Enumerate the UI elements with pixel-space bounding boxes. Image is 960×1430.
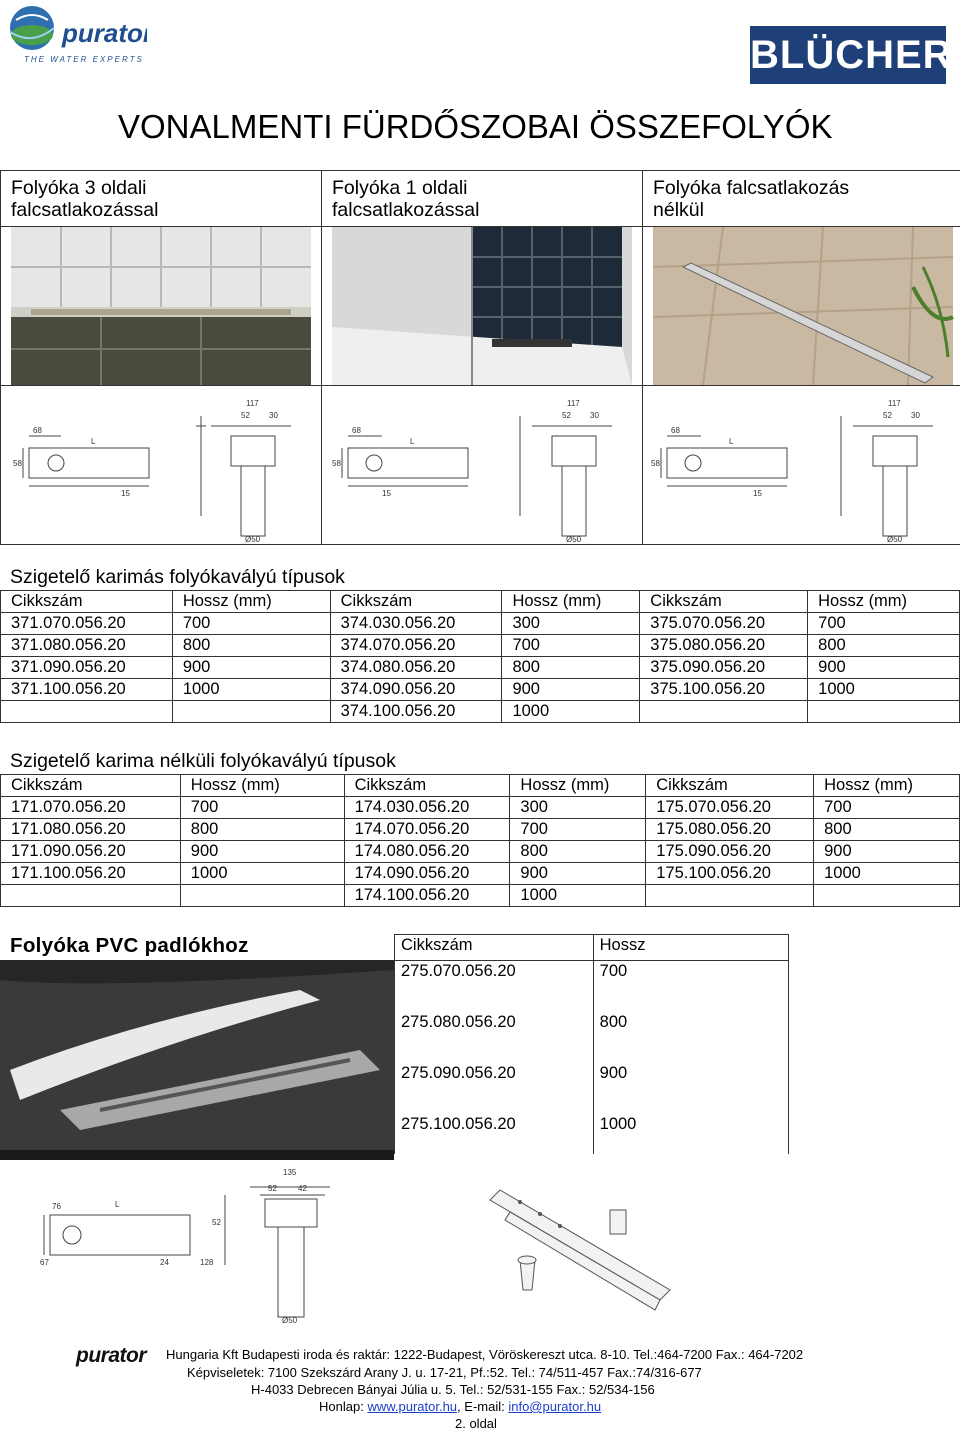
technical-drawing-3-side bbox=[1, 386, 322, 545]
svg-text:68: 68 bbox=[33, 426, 42, 435]
drawing-row bbox=[1, 386, 960, 545]
table-row: 275.090.056.20 900 bbox=[395, 1063, 789, 1114]
table-row: 275.080.056.20 800 bbox=[395, 1012, 789, 1063]
svg-text:58: 58 bbox=[332, 459, 341, 468]
svg-text:67: 67 bbox=[40, 1258, 49, 1267]
table-row: 374.100.056.20 1000 bbox=[1, 701, 960, 723]
photo-3-side bbox=[1, 227, 322, 386]
technical-drawing-1-side bbox=[322, 386, 643, 545]
purator-logo-text: purator bbox=[62, 18, 147, 48]
footer-line-1: Hungaria Kft Budapesti iroda és raktár: 1222-Budapest, Vöröskereszt utca. 8-10. Tel.:464-7200 Fax.: 464-7202 bbox=[166, 1347, 804, 1362]
svg-text:52: 52 bbox=[212, 1218, 221, 1227]
product-image-table bbox=[0, 170, 960, 545]
svg-text:117: 117 bbox=[246, 399, 259, 408]
pvc-table bbox=[394, 934, 789, 1154]
svg-text:30: 30 bbox=[269, 411, 278, 420]
column-header-none: Folyóka falcsatlakozás nélkül bbox=[643, 171, 960, 227]
svg-text:58: 58 bbox=[651, 459, 660, 468]
column-header-1-side: Folyóka 1 oldali falcsatlakozással bbox=[322, 171, 643, 227]
table-row: 275.100.056.20 1000 bbox=[395, 1114, 789, 1154]
svg-text:52: 52 bbox=[562, 411, 571, 420]
svg-text:76: 76 bbox=[52, 1202, 61, 1211]
purator-tagline: THE WATER EXPERTS bbox=[24, 55, 144, 64]
svg-text:Ø50: Ø50 bbox=[282, 1316, 298, 1325]
footer-contact-line: Honlap: www.purator.hu, E-mail: info@purator.hu bbox=[319, 1399, 602, 1414]
homepage-link[interactable]: www.purator.hu bbox=[367, 1399, 458, 1414]
svg-text:58: 58 bbox=[13, 459, 22, 468]
photo-row bbox=[1, 227, 960, 386]
svg-text:128: 128 bbox=[200, 1258, 214, 1267]
svg-text:Ø50: Ø50 bbox=[887, 535, 903, 544]
svg-text:135: 135 bbox=[283, 1168, 297, 1177]
svg-text:15: 15 bbox=[121, 489, 130, 498]
table-row: 371.090.056.20 900 374.080.056.20 800 375.090.056.20 900 bbox=[1, 657, 960, 679]
pvc-technical-drawing bbox=[40, 1165, 340, 1330]
table-row: 371.080.056.20 800 374.070.056.20 700 375.080.056.20 800 bbox=[1, 635, 960, 657]
table-header-row: Cikkszám Hossz (mm) Cikkszám Hossz (mm) Cikkszám Hossz (mm) bbox=[1, 591, 960, 613]
table-row: 171.080.056.20 800 174.070.056.20 700 175.080.056.20 800 bbox=[1, 819, 960, 841]
svg-text:117: 117 bbox=[567, 399, 580, 408]
svg-text:52: 52 bbox=[883, 411, 892, 420]
table-row: 371.070.056.20 700 374.030.056.20 300 375.070.056.20 700 bbox=[1, 613, 960, 635]
section2-title: Szigetelő karima nélküli folyókavályú típusok bbox=[10, 750, 396, 772]
svg-text:68: 68 bbox=[671, 426, 680, 435]
svg-text:30: 30 bbox=[911, 411, 920, 420]
column-header-3-side: Folyóka 3 oldali falcsatlakozással bbox=[1, 171, 322, 227]
section1-title: Szigetelő karimás folyókavályú típusok bbox=[10, 566, 345, 588]
footer-line-2: Képviseletek: 7100 Szekszárd Arany J. u. 17-21, Pf.:52. Tel.: 74/511-457 Fax.:74/316-677 bbox=[187, 1365, 702, 1380]
section2-table bbox=[0, 774, 960, 907]
svg-text:30: 30 bbox=[590, 411, 599, 420]
footer-line-3: H-4033 Debrecen Bányai Júlia u. 5. Tel.: 52/531-155 Fax.: 52/534-156 bbox=[251, 1382, 655, 1397]
svg-text:117: 117 bbox=[888, 399, 901, 408]
column-header-row bbox=[1, 171, 960, 227]
technical-drawing-none bbox=[643, 386, 960, 545]
section1-table bbox=[0, 590, 960, 723]
svg-text:L: L bbox=[410, 437, 415, 446]
blucher-logo: BLÜCHER bbox=[750, 26, 946, 84]
svg-text:68: 68 bbox=[352, 426, 361, 435]
svg-text:15: 15 bbox=[753, 489, 762, 498]
svg-text:Ø50: Ø50 bbox=[566, 535, 582, 544]
pvc-section-title: Folyóka PVC padlókhoz bbox=[10, 934, 249, 957]
table-row: 371.100.056.20 1000 374.090.056.20 900 375.100.056.20 1000 bbox=[1, 679, 960, 701]
page-number: 2. oldal bbox=[455, 1416, 497, 1430]
table-row: 171.100.056.20 1000 174.090.056.20 900 175.100.056.20 1000 bbox=[1, 863, 960, 885]
table-header-row: Cikkszám Hossz bbox=[395, 935, 789, 961]
svg-text:L: L bbox=[115, 1200, 120, 1209]
page-title: VONALMENTI FÜRDŐSZOBAI ÖSSZEFOLYÓK bbox=[118, 108, 833, 145]
purator-logo bbox=[2, 2, 147, 70]
email-link[interactable]: info@purator.hu bbox=[508, 1399, 602, 1414]
svg-text:L: L bbox=[91, 437, 96, 446]
photo-1-side bbox=[322, 227, 643, 386]
footer-purator-logo: purator bbox=[76, 1344, 146, 1367]
photo-none bbox=[643, 227, 960, 386]
pvc-product-photo bbox=[0, 960, 394, 1165]
svg-text:Ø50: Ø50 bbox=[245, 535, 261, 544]
pvc-3d-drawing bbox=[480, 1160, 680, 1335]
table-row: 171.090.056.20 900 174.080.056.20 800 175.090.056.20 900 bbox=[1, 841, 960, 863]
svg-text:24: 24 bbox=[160, 1258, 169, 1267]
svg-text:52: 52 bbox=[241, 411, 250, 420]
svg-text:42: 42 bbox=[298, 1184, 307, 1193]
svg-text:15: 15 bbox=[382, 489, 391, 498]
table-row: 171.070.056.20 700 174.030.056.20 300 175.070.056.20 700 bbox=[1, 797, 960, 819]
table-row: 275.070.056.20 700 bbox=[395, 961, 789, 1012]
table-header-row: Cikkszám Hossz (mm) Cikkszám Hossz (mm) Cikkszám Hossz (mm) bbox=[1, 775, 960, 797]
svg-text:L: L bbox=[729, 437, 734, 446]
svg-text:52: 52 bbox=[268, 1184, 277, 1193]
table-row: 174.100.056.20 1000 bbox=[1, 885, 960, 907]
